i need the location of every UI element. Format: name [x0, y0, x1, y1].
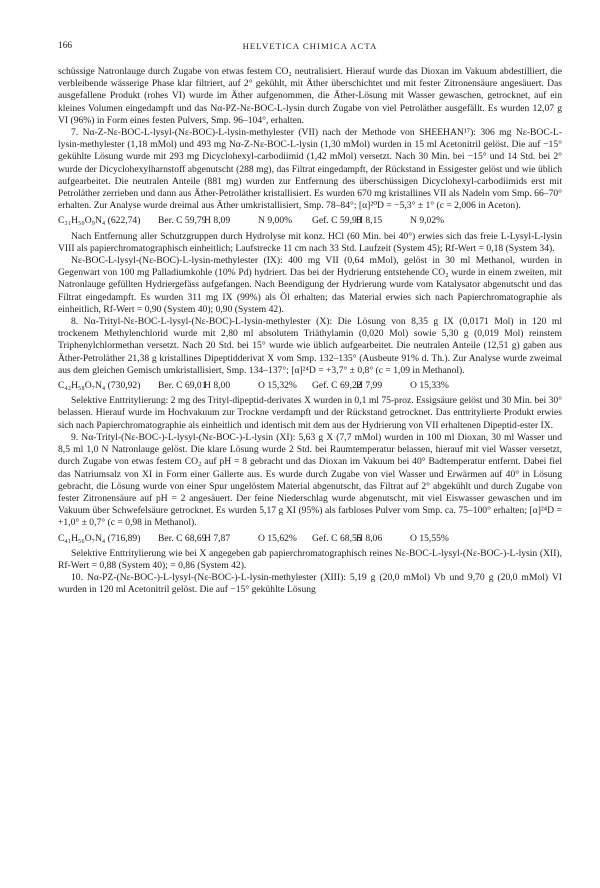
paragraph-hydrolysis: Nach Entfernung aller Schutzgruppen durch Hydrolyse mit konz. HCl (60 Min. bei 40°) erwies sich das freie L-Lysyl-L-lysin VIII als papierchromatographisch einheitlich; Laufstrecke 11 cm nach 33 Std. Laufzeit (System 45); Rf-Wert = 0,18 (System 34).: [58, 230, 562, 254]
paragraph-continuation: schüssige Natronlauge durch Zugabe von etwas festem CO₂ neutralisiert. Hierauf wurde das Dioxan im Vakuum abdestilliert, die verbleibende wässerige Phase klar filtriert, auf 2° gekühlt, mit Äther überschichtet und mit fester Zitronensäure angesäuert. Das ausgefallene Produkt (rohes VI) wurde im Äther aufgenommen, die Äther-Lösung mit Wasser gewaschen, getrocknet, auf ein kleines Volumen eingedampft und das Nα-PZ-Nε-BOC-L-lysin durch Zugabe von viel Petroläther ausgefällt. Es wurden 12,07 g VI (96%) in Form eines festen Pulvers, Smp. 96–104°, erhalten.: [58, 66, 562, 126]
calc-n: N 9,00%: [258, 215, 293, 227]
formula: C₄₁H₅₆O₇N₄ (716,89): [58, 532, 141, 544]
found-c: Gef. C 68,55: [312, 532, 362, 544]
paragraph-section-10: 10. Nα-PZ-(Nε-BOC-)-L-lysyl-(Nε-BOC-)-L-lysin-methylester (XIII): 5,19 g (20,0 mMol) Vb und 9,70 g (20,0 mMol) VI wurden in 120 ml Acetonitril gelöst. Die auf −15° gekühlte Lösung: [58, 572, 562, 596]
page-header: [58, 40, 562, 54]
found-o: O 15,33%: [410, 380, 449, 392]
calc-c: Ber. C 59,79: [158, 215, 207, 227]
elemental-analysis-xi: [58, 533, 562, 545]
paragraph-section-8: 8. Nα-Trityl-Nε-BOC-L-lysyl-(Nε-BOC)-L-lysin-methylester (X): Die Lösung von 8,35 g IX (0,0171 Mol) in 120 ml trockenem Methylenchlorid wurde mit 2,80 ml absolutem Triäthylamin (0,020 Mol) sowie 5,30 g (0,019 Mol) reinstem Triphenylchlormethan versetzt. Nach 20 Std. bei 15° wurde wie üblich aufgearbeitet. Die neutralen Anteile (12,51 g) gaben aus Äther-Petroläther 21,38 g kristallines Dipeptidderivat X vom Smp. 132–135° (Ausbeute 91% d. Th.). Zur Analyse wurde zweimal aus dem gleichen Gemisch umkristallisiert, Smp. 134–137°; [α]²⁴D = +3,7° ± 0,8° (c = 1,09 in Methanol).: [58, 316, 562, 376]
found-h: H 7,99: [356, 380, 383, 392]
found-h: H 8,15: [356, 215, 383, 227]
paragraph-section-9: 9. Nα-Trityl-(Nε-BOC-)-L-lysyl-(Nε-BOC-)-L-lysin (XI): 5,63 g X (7,7 mMol) wurden in 100 ml Dioxan, 30 ml Wasser und 8,5 ml 1,0 N Natronlauge gelöst. Die klare Lösung wurde 2 Std. bei Raumtemperatur belassen, hierauf mit viel Wasser versetzt, durch Zugabe von etwas festem CO₂ auf pH = 8 gebracht und das Dioxan im Vakuum bei 40° Badtemperatur entfernt. Dabei fiel das Natriumsalz von XI in Form einer Gallerte aus. Es wurde durch Zugabe von viel Wasser und Erwärmen auf 40° in Lösung gebracht, die Lösung wurde von einer Spur ungelöstem Material abgenutscht, das Filtrat auf 2° abgekühlt und durch Zugabe von fester Zitronensäure auf pH = 2 angesäuert. Der feine Niederschlag wurde abgenutscht, mit viel Eiswasser gewaschen und im Vakuum über Schwefelsäure getrocknet. Es wurden 5,17 g XI (95%) als farbloses Pulver vom Smp. ca. 75–100° erhalten; [α]²⁴D = +1,0° ± 0,7° (c = 0,98 in Methanol).: [58, 431, 562, 529]
formula: C₃₁H₅₀O₉N₄ (622,74): [58, 215, 141, 227]
paragraph-section-7: 7. Nα-Z-Nε-BOC-L-lysyl-(Nε-BOC)-L-lysin-methylester (VII) nach der Methode von SHEEHAN¹⁷): 306 mg Nε-BOC-L-lysin-methylester (1,18 mMol) und 493 mg Nα-Z-Nε-BOC-L-lysin (1,30 mMol) wurden in 15 ml Acetonitril gelöst. Die auf −15° gekühlte Lösung wurde mit 293 mg Dicyclohexyl-carbodiimid (1,42 mMol) versetzt. Nach 30 Min. bei −15° und 14 Std. bei 2° wurde der Dicyclohexylharnstoff abgenutscht (288 mg), das Filtrat eingedampft, der Rückstand in Essigester gelöst und wie üblich aufgearbeitet. Die neutralen Anteile (881 mg) wurden zur Entfernung des überschüssigen Dicyclohexyl-carbodiimids erst mit Petroläther zerrieben und dann aus Äther-Petroläther kristallisiert. Es wurden 670 mg kristallines VII als Nadeln vom Smp. 66–70° erhalten. Zur Analyse wurde dreimal aus Äther umkristallisiert, Smp. 78–84°; [α]²⁰D = −5,3° ± 1° (c = 2,006 in Aceton).: [58, 127, 562, 212]
found-c: Gef. C 59,93: [312, 215, 362, 227]
paragraph-detritylation-xi: Selektive Enttritylierung wie bei X angegeben gab papierchromatographisch reines Nε-BOC-L-lysyl-(Nε-BOC-)-L-lysin (XII), Rf-Wert = 0,88 (System 40); = 0,86 (System 42).: [58, 547, 562, 571]
page-number: 166: [58, 41, 73, 51]
paragraph-compound-ix: Nε-BOC-L-lysyl-(Nε-BOC)-L-lysin-methylester (IX): 400 mg VII (0,64 mMol), gelöst in 30 ml Methanol, wurden in Gegenwart von 100 mg Palladiumkohle (10% Pd) hydriert. Das bei der Hydrierung entstehende CO₂ wurde in einem zweiten, mit Natronlauge gefüllten Hydriergefäss aufgefangen. Nach Beendigung der Hydrierung wurde vom Katalysator abgenutscht und das Filtrat eingedampft. Es wurden 311 mg IX (99%) als Öl erhalten; das Material erwies sich nach Papierchromatographie als einheitlich, Rf-Wert = 0,90 (System 40); 0,90 (System 42).: [58, 255, 562, 315]
formula: C₄₂H₅₈O₇N₄ (730,92): [58, 380, 141, 392]
found-n: N 9,02%: [410, 215, 445, 227]
calc-h: H 8,00: [204, 380, 231, 392]
journal-title: HELVETICA CHIMICA ACTA: [242, 41, 378, 51]
found-o: O 15,55%: [410, 532, 449, 544]
found-h: H 8,06: [356, 532, 383, 544]
paragraph-detritylation-x: Selektive Enttritylierung: 2 mg des Trityl-dipeptid-derivates X wurden in 0,1 ml 75-proz. Essigsäure gelöst und 30 Min. bei 30° belassen. Hierauf wurde im Hochvakuum zur Trockne verdampft und der Rückstand getrocknet. Das enttritylierte Produkt erwies sich nach Papierchromatographie als einheitlich und identisch mit dem aus der Hydrierung von VII erhaltenen Dipeptid-ester IX.: [58, 395, 562, 431]
calc-o: O 15,62%: [258, 532, 297, 544]
calc-h: H 7,87: [204, 532, 231, 544]
elemental-analysis-x: [58, 380, 562, 392]
calc-c: Ber. C 68,69: [158, 532, 207, 544]
calc-c: Ber. C 69,01: [158, 380, 207, 392]
elemental-analysis-vii: [58, 215, 562, 227]
calc-o: O 15,32%: [258, 380, 297, 392]
calc-h: H 8,09: [204, 215, 231, 227]
found-c: Gef. C 69,22: [312, 380, 362, 392]
document-page: [58, 40, 562, 597]
